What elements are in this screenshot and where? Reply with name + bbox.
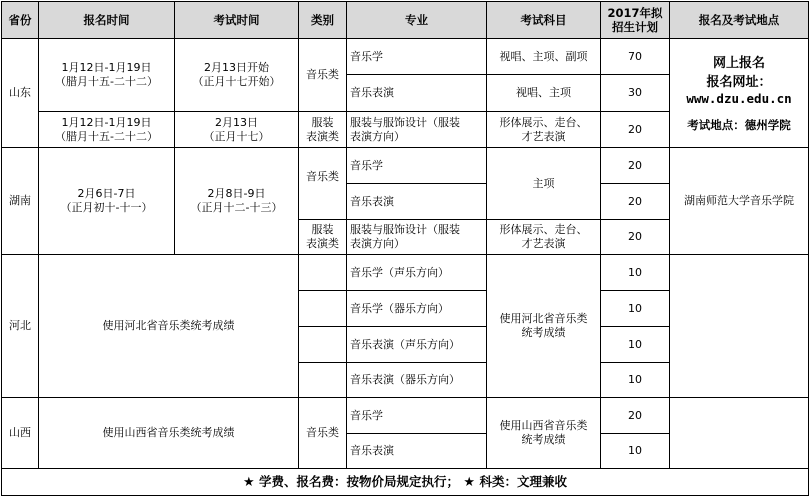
header-category: 类别 bbox=[299, 2, 347, 39]
header-location: 报名及考试地点 bbox=[670, 2, 809, 39]
shandong-exam-time-1: 2月13日开始 （正月十七开始） bbox=[175, 39, 299, 112]
header-major: 专业 bbox=[347, 2, 487, 39]
province-hunan: 湖南 bbox=[2, 148, 39, 255]
hebei-major-4: 音乐表演（器乐方向） bbox=[347, 363, 487, 398]
header-subjects: 考试科目 bbox=[487, 2, 601, 39]
hunan-exam-time: 2月8日-9日 （正月十二-十三） bbox=[175, 148, 299, 255]
hunan-plan-3: 20 bbox=[601, 220, 670, 255]
shandong-plan-3: 20 bbox=[601, 112, 670, 148]
header-plan: 2017年拟 招生计划 bbox=[601, 2, 670, 39]
hebei-major-3: 音乐表演（声乐方向） bbox=[347, 327, 487, 363]
hunan-plan-2: 20 bbox=[601, 184, 670, 220]
registration-url: www.dzu.edu.cn bbox=[686, 91, 792, 106]
header-reg-time: 报名时间 bbox=[39, 2, 175, 39]
shanxi-category: 音乐类 bbox=[299, 398, 347, 469]
shandong-major-3: 服装与服饰设计（服装 表演方向） bbox=[347, 112, 487, 148]
table-row bbox=[2, 255, 809, 291]
shanxi-location bbox=[670, 398, 809, 469]
shandong-exam-time-2: 2月13日 （正月十七） bbox=[175, 112, 299, 148]
shandong-major-2: 音乐表演 bbox=[347, 75, 487, 112]
shandong-reg-time-1: 1月12日-1月19日 （腊月十五-二十二） bbox=[39, 39, 175, 112]
hebei-plan-4: 10 bbox=[601, 363, 670, 398]
province-shanxi: 山西 bbox=[2, 398, 39, 469]
province-hebei: 河北 bbox=[2, 255, 39, 398]
table-row bbox=[2, 148, 809, 184]
hebei-category-4 bbox=[299, 363, 347, 398]
shandong-category-1: 音乐类 bbox=[299, 39, 347, 112]
header-exam-time: 考试时间 bbox=[175, 2, 299, 39]
shanxi-major-1: 音乐学 bbox=[347, 398, 487, 434]
hunan-subjects-3: 形体展示、走台、 才艺表演 bbox=[487, 220, 601, 255]
hunan-major-2: 音乐表演 bbox=[347, 184, 487, 220]
shandong-plan-2: 30 bbox=[601, 75, 670, 112]
hebei-subjects: 使用河北省音乐类 统考成绩 bbox=[487, 255, 601, 398]
hunan-category-2: 服装 表演类 bbox=[299, 220, 347, 255]
header-province: 省份 bbox=[2, 2, 39, 39]
hebei-location bbox=[670, 255, 809, 398]
shandong-subjects-1: 视唱、主项、副项 bbox=[487, 39, 601, 75]
shandong-subjects-2: 视唱、主项 bbox=[487, 75, 601, 112]
hebei-major-2: 音乐学（器乐方向） bbox=[347, 291, 487, 327]
hebei-plan-1: 10 bbox=[601, 255, 670, 291]
hunan-reg-time: 2月6日-7日 （正月初十-十一） bbox=[39, 148, 175, 255]
shandong-major-1: 音乐学 bbox=[347, 39, 487, 75]
hebei-category-3 bbox=[299, 327, 347, 363]
hebei-plan-3: 10 bbox=[601, 327, 670, 363]
shanxi-plan-2: 10 bbox=[601, 434, 670, 469]
hebei-category-1 bbox=[299, 255, 347, 291]
star-icon: ★ bbox=[243, 474, 255, 490]
hunan-major-1: 音乐学 bbox=[347, 148, 487, 184]
header-row bbox=[2, 2, 809, 39]
footer-note: ★ 学费、报名费：按物价局规定执行； ★ 科类：文理兼收 bbox=[2, 469, 809, 496]
hebei-major-1: 音乐学（声乐方向） bbox=[347, 255, 487, 291]
province-shandong: 山东 bbox=[2, 39, 39, 148]
shanxi-major-2: 音乐表演 bbox=[347, 434, 487, 469]
hunan-plan-1: 20 bbox=[601, 148, 670, 184]
shandong-subjects-3: 形体展示、走台、 才艺表演 bbox=[487, 112, 601, 148]
shanxi-subjects: 使用山西省音乐类 统考成绩 bbox=[487, 398, 601, 469]
hebei-plan-2: 10 bbox=[601, 291, 670, 327]
hebei-category-2 bbox=[299, 291, 347, 327]
table-row bbox=[2, 39, 809, 75]
shanxi-plan-1: 20 bbox=[601, 398, 670, 434]
hunan-location: 湖南师范大学音乐学院 bbox=[670, 148, 809, 255]
shanxi-note: 使用山西省音乐类统考成绩 bbox=[39, 398, 299, 469]
hunan-category-1: 音乐类 bbox=[299, 148, 347, 220]
shandong-reg-time-2: 1月12日-1月19日 （腊月十五-二十二） bbox=[39, 112, 175, 148]
footer-row bbox=[2, 469, 809, 496]
shandong-location: 网上报名 报名网址： www.dzu.edu.cn 考试地点：德州学院 bbox=[670, 39, 809, 148]
hebei-note: 使用河北省音乐类统考成绩 bbox=[39, 255, 299, 398]
table-row bbox=[2, 398, 809, 434]
admission-table bbox=[1, 1, 809, 496]
hunan-major-3: 服装与服饰设计（服装 表演方向） bbox=[347, 220, 487, 255]
shandong-plan-1: 70 bbox=[601, 39, 670, 75]
star-icon: ★ bbox=[463, 474, 476, 490]
shandong-category-2: 服装 表演类 bbox=[299, 112, 347, 148]
hunan-subjects-1: 主项 bbox=[487, 148, 601, 220]
